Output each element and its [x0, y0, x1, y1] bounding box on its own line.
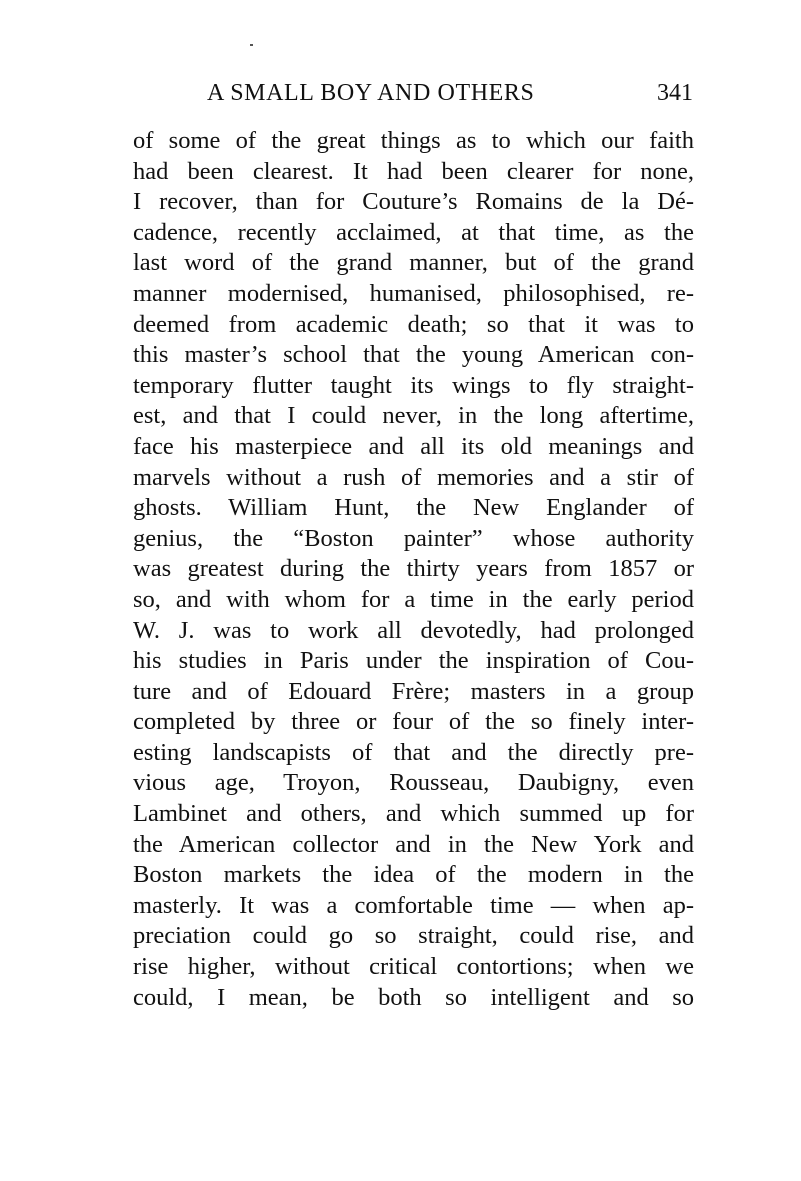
page-header: [207, 80, 693, 112]
text-line: was greatest during the thirty years from 1857 or: [133, 555, 694, 583]
text-line: temporary flutter taught its wings to fly straight-: [133, 371, 694, 399]
scan-speck: [250, 44, 253, 46]
text-line: ture and of Edouard Frère; masters in a group: [133, 677, 694, 705]
text-line: Boston markets the idea of the modern in the: [133, 861, 694, 889]
text-line: last word of the grand manner, but of the grand: [133, 249, 694, 277]
text-line: esting landscapists of that and the directly pre-: [133, 738, 694, 766]
text-line: could, I mean, be both so intelligent and so: [133, 983, 694, 1011]
text-line: Lambinet and others, and which summed up for: [133, 800, 694, 828]
text-line: had been clearest. It had been clearer for none,: [133, 157, 694, 185]
page-number: 341: [657, 80, 693, 106]
text-line: masterly. It was a comfortable time — when ap-: [133, 891, 694, 919]
text-line: I recover, than for Couture’s Romains de la Dé-: [133, 188, 694, 216]
text-line: manner modernised, humanised, philosophised, re-: [133, 279, 694, 307]
text-line: so, and with whom for a time in the early period: [133, 585, 694, 613]
text-line: W. J. was to work all devotedly, had prolonged: [133, 616, 694, 644]
text-line: ghosts. William Hunt, the New Englander of: [133, 494, 694, 522]
running-title: A SMALL BOY AND OTHERS: [207, 80, 535, 106]
text-line: of some of the great things as to which our faith: [133, 127, 694, 154]
text-line: deemed from academic death; so that it was to: [133, 310, 694, 338]
text-line: face his masterpiece and all its old meanings and: [133, 432, 694, 460]
body-text: [133, 126, 694, 1013]
text-line: his studies in Paris under the inspiration of Cou-: [133, 647, 694, 675]
text-line: genius, the “Boston painter” whose authority: [133, 524, 694, 552]
text-line: completed by three or four of the so finely inter-: [133, 708, 694, 736]
text-line: marvels without a rush of memories and a stir of: [133, 463, 694, 491]
text-line: cadence, recently acclaimed, at that time, as the: [133, 218, 694, 246]
text-line: the American collector and in the New York and: [133, 830, 694, 858]
text-line: preciation could go so straight, could rise, and: [133, 922, 694, 950]
text-line: this master’s school that the young American con-: [133, 341, 694, 369]
text-line: vious age, Troyon, Rousseau, Daubigny, even: [133, 769, 694, 797]
text-line: est, and that I could never, in the long aftertime,: [133, 402, 694, 430]
text-line: rise higher, without critical contortions; when we: [133, 953, 694, 981]
